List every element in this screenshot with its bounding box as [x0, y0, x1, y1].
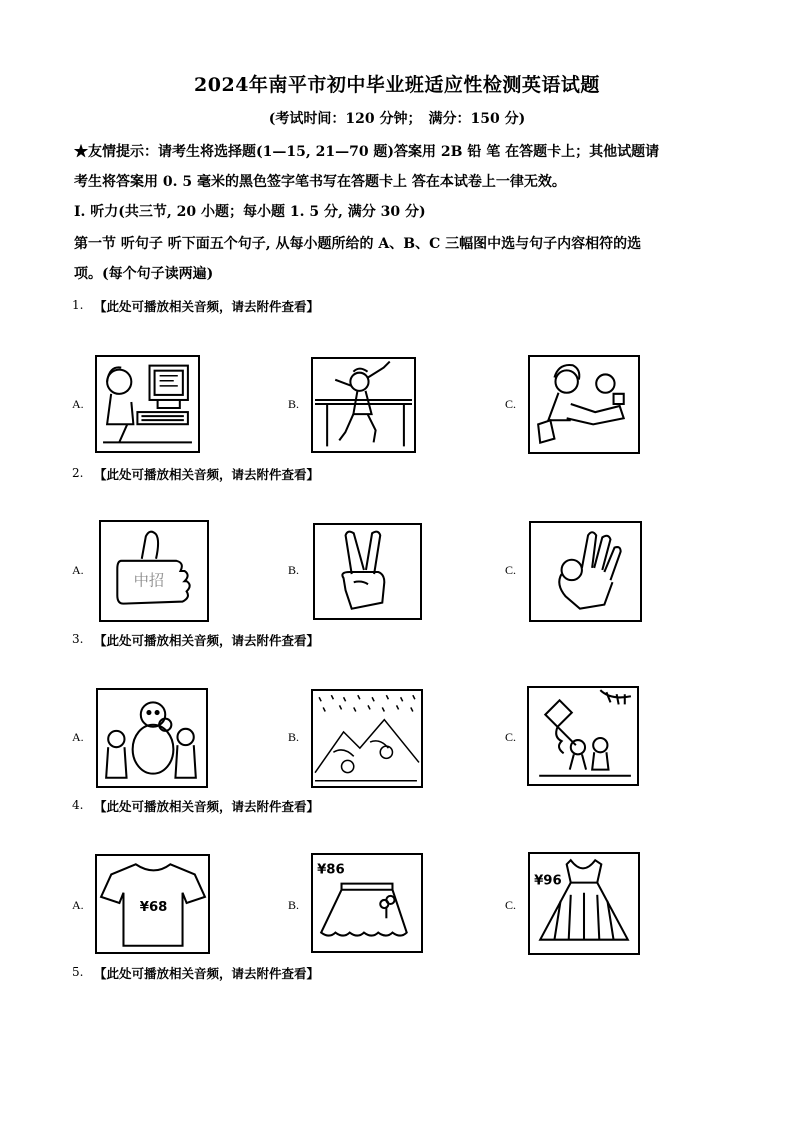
computer-picture[interactable] [95, 355, 200, 453]
option-letter: C. [505, 397, 517, 411]
kite-icon [529, 688, 637, 784]
option-letter: B. [288, 898, 300, 912]
tshirt-picture[interactable] [95, 854, 210, 954]
reading-icon [530, 357, 638, 452]
section-heading: I. 听力(共三节, 20 小题；每小题 1. 5 分, 满分 30 分) [74, 204, 426, 220]
skirt-picture[interactable] [311, 853, 423, 953]
thumbs-up-picture[interactable] [99, 520, 209, 622]
option-letter: C. [505, 563, 517, 577]
dancer-icon [313, 359, 414, 451]
tip-line-1: ★友情提示：请考生将选择题(1—15, 21—70 题)答案用 2B 铅 笔 在答题卡上；其他试题请 [74, 144, 660, 160]
victory-sign-picture[interactable] [313, 523, 422, 620]
option-letter: B. [288, 730, 300, 744]
skirt-icon [313, 855, 421, 951]
thumbs-up-icon [101, 522, 207, 620]
audio-placeholder[interactable]: 【此处可播放相关音频，请去附件查看】 [94, 799, 320, 814]
watermark-text: 中招 [133, 571, 165, 590]
tshirt-icon [97, 856, 208, 952]
question-number: 2. [72, 466, 84, 480]
instruction-line-2: 项。(每个句子读两遍) [74, 266, 214, 282]
rain-icon [313, 691, 421, 786]
option-letter: B. [288, 563, 300, 577]
option-letter: C. [505, 730, 517, 744]
question-number: 5. [72, 965, 84, 979]
dress-picture[interactable] [528, 852, 640, 955]
kite-flying-picture[interactable] [527, 686, 639, 786]
option-letter: A. [72, 898, 84, 912]
option-letter: B. [288, 397, 300, 411]
dress-icon [530, 854, 638, 953]
question-number: 3. [72, 632, 84, 646]
option-letter: A. [72, 730, 84, 744]
audio-placeholder[interactable]: 【此处可播放相关音频，请去附件查看】 [94, 633, 320, 648]
snowman-icon [98, 690, 206, 786]
price-label: ¥96 [534, 873, 562, 889]
audio-placeholder[interactable]: 【此处可播放相关音频，请去附件查看】 [94, 299, 320, 314]
victory-hand-icon [315, 525, 420, 618]
question-number: 1. [72, 298, 84, 312]
dancing-girl-picture[interactable] [311, 357, 416, 453]
computer-icon [97, 357, 198, 451]
option-letter: A. [72, 397, 84, 411]
question-number: 4. [72, 798, 84, 812]
snowman-picture[interactable] [96, 688, 208, 788]
ok-sign-picture[interactable] [529, 521, 642, 622]
price-label: ¥68 [139, 900, 168, 916]
exam-info: (考试时间：120 分钟； 满分：150 分) [268, 111, 526, 127]
option-letter: C. [505, 898, 517, 912]
audio-placeholder[interactable]: 【此处可播放相关音频，请去附件查看】 [94, 467, 320, 482]
page-title: 2024年南平市初中毕业班适应性检测英语试题 [194, 74, 600, 96]
reading-girl-picture[interactable] [528, 355, 640, 454]
instruction-line-1: 第一节 听句子 听下面五个句子, 从每小题所给的 A、B、C 三幅图中选与句子内容相符的选 [74, 236, 642, 252]
audio-placeholder[interactable]: 【此处可播放相关音频，请去附件查看】 [94, 966, 320, 981]
tip-line-2: 考生将答案用 0. 5 毫米的黑色签字笔书写在答题卡上 答在本试卷上一律无效。 [74, 174, 566, 190]
option-letter: A. [72, 563, 84, 577]
ok-hand-icon [531, 523, 640, 620]
mountain-rain-picture[interactable] [311, 689, 423, 788]
price-label: ¥86 [317, 862, 345, 878]
